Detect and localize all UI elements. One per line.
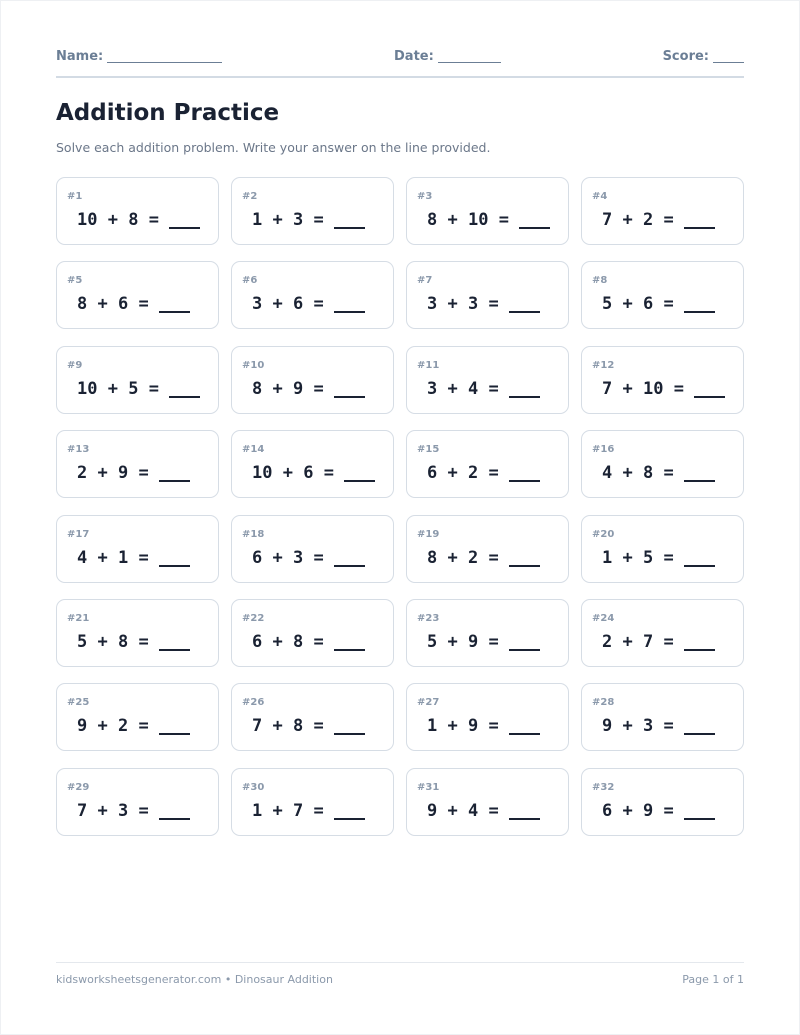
problem-number: #22: [242, 612, 265, 624]
date-blank-line[interactable]: [438, 49, 501, 63]
problem-number: #13: [67, 444, 90, 456]
addend-b: 3: [642, 716, 654, 737]
problem-card: [581, 346, 744, 414]
problem-number: #32: [592, 781, 615, 793]
problem-equation: 4 + 8 =: [602, 462, 715, 483]
problem-number: #28: [592, 697, 615, 709]
problem-number: #5: [67, 275, 83, 287]
addend-b: 2: [467, 463, 479, 484]
answer-line[interactable]: [684, 715, 715, 735]
addend-b: 7: [642, 631, 654, 652]
problem-card: [406, 683, 569, 751]
problem-equation: 3 + 6 =: [252, 293, 365, 314]
problem-card: [581, 430, 744, 498]
problem-card: [406, 177, 569, 245]
page-title: Addition Practice: [56, 100, 280, 126]
addend-b: 10: [642, 378, 664, 399]
problem-equation: 1 + 5 =: [602, 547, 715, 568]
addend-b: 8: [642, 463, 654, 484]
problem-card: [406, 768, 569, 836]
problem-equation: 10 + 8 =: [77, 209, 200, 230]
addend-a: 6: [252, 631, 263, 652]
addend-a: 3: [427, 378, 438, 399]
answer-line[interactable]: [509, 293, 540, 313]
problem-card: [56, 346, 219, 414]
problem-number: #7: [417, 275, 433, 287]
answer-line[interactable]: [159, 462, 190, 482]
problem-equation: 1 + 7 =: [252, 800, 365, 821]
problem-equation: 2 + 9 =: [77, 462, 190, 483]
problem-card: [406, 515, 569, 583]
problem-card: [56, 261, 219, 329]
problem-card: [56, 177, 219, 245]
addend-b: 8: [292, 716, 304, 737]
problem-equation: 5 + 8 =: [77, 631, 190, 652]
answer-line[interactable]: [334, 293, 365, 313]
worksheet-header: [56, 49, 744, 67]
answer-line[interactable]: [684, 547, 715, 567]
answer-line[interactable]: [159, 715, 190, 735]
problem-card: [406, 261, 569, 329]
score-blank-line[interactable]: [713, 49, 744, 63]
addend-a: 7: [602, 378, 613, 399]
problem-number: #18: [242, 528, 265, 540]
problem-number: #6: [242, 275, 258, 287]
addend-b: 10: [467, 210, 489, 230]
problem-number: #29: [67, 781, 90, 793]
problem-card: [406, 346, 569, 414]
answer-line[interactable]: [684, 631, 715, 651]
addend-a: 6: [602, 800, 613, 821]
answer-line[interactable]: [694, 378, 725, 398]
addend-a: 7: [252, 716, 263, 737]
problem-number: #20: [592, 528, 615, 540]
problem-card: [231, 346, 394, 414]
answer-line[interactable]: [509, 462, 540, 482]
addend-b: 8: [128, 210, 139, 230]
problem-number: #16: [592, 444, 615, 456]
answer-line[interactable]: [334, 631, 365, 651]
problem-number: #4: [592, 191, 608, 202]
addend-b: 2: [642, 210, 654, 230]
addend-b: 9: [467, 716, 479, 737]
problem-equation: 8 + 2 =: [427, 547, 540, 568]
problem-equation: 7 + 10 =: [602, 378, 725, 399]
problem-equation: 9 + 3 =: [602, 715, 715, 736]
problem-number: #1: [67, 191, 83, 202]
addend-a: 10: [252, 463, 273, 484]
answer-line[interactable]: [509, 378, 540, 398]
problem-equation: 6 + 8 =: [252, 631, 365, 652]
answer-line[interactable]: [684, 462, 715, 482]
addend-a: 8: [252, 378, 263, 399]
problem-number: #19: [417, 528, 440, 540]
addend-a: 6: [427, 463, 438, 484]
problem-equation: 10 + 5 =: [77, 378, 200, 399]
problem-card: [56, 683, 219, 751]
name-blank-line[interactable]: [107, 49, 222, 63]
addend-b: 8: [292, 631, 304, 652]
addend-a: 5: [77, 631, 88, 652]
addend-b: 5: [642, 547, 654, 568]
problem-card: [231, 430, 394, 498]
answer-line[interactable]: [159, 293, 190, 313]
answer-line[interactable]: [509, 547, 540, 567]
problem-card: [406, 599, 569, 667]
addend-a: 6: [252, 547, 263, 568]
problem-number: #15: [417, 444, 440, 456]
problem-card: [56, 515, 219, 583]
problem-card: [231, 515, 394, 583]
addend-b: 9: [292, 378, 304, 399]
problem-number: #10: [242, 359, 265, 371]
footer-site: kidsworksheetsgenerator.com • Dinosaur Addition: [56, 973, 333, 986]
addend-b: 3: [117, 800, 129, 821]
problem-equation: 8 + 10 =: [427, 209, 550, 230]
page-number: Page 1 of 1: [682, 973, 744, 986]
addend-b: 6: [642, 294, 654, 315]
score-label: Score:: [662, 49, 709, 64]
problem-number: #14: [242, 444, 265, 456]
answer-line[interactable]: [334, 209, 365, 229]
addend-a: 7: [77, 800, 88, 821]
addend-a: 2: [77, 463, 88, 484]
problem-number: #27: [417, 697, 440, 709]
answer-line[interactable]: [684, 293, 715, 313]
problem-number: #3: [417, 191, 433, 202]
problem-number: #2: [242, 191, 258, 202]
problem-equation: 3 + 3 =: [427, 293, 540, 314]
problem-card: [581, 515, 744, 583]
addend-b: 3: [467, 294, 479, 315]
addend-a: 1: [252, 800, 263, 821]
answer-line[interactable]: [159, 547, 190, 567]
problem-equation: 1 + 3 =: [252, 209, 365, 230]
problem-equation: 10 + 6 =: [252, 462, 375, 483]
problem-equation: 7 + 3 =: [77, 800, 190, 821]
problem-equation: 3 + 4 =: [427, 378, 540, 399]
addend-a: 4: [602, 463, 613, 484]
answer-line[interactable]: [684, 800, 715, 820]
addend-b: 3: [292, 547, 304, 568]
answer-line[interactable]: [169, 378, 200, 398]
problem-card: [56, 768, 219, 836]
problem-number: #31: [417, 781, 440, 793]
addend-b: 7: [292, 800, 304, 821]
addend-a: 9: [427, 800, 438, 821]
addend-a: 9: [77, 716, 88, 737]
problem-equation: 2 + 7 =: [602, 631, 715, 652]
addend-a: 3: [427, 294, 438, 315]
addend-a: 1: [427, 716, 438, 737]
answer-line[interactable]: [334, 378, 365, 398]
addend-a: 4: [77, 547, 88, 568]
addend-b: 6: [292, 294, 304, 315]
problem-number: #21: [67, 612, 90, 624]
addend-a: 10: [77, 210, 98, 230]
addend-b: 5: [128, 378, 139, 399]
answer-line[interactable]: [334, 547, 365, 567]
problem-number: #12: [592, 359, 615, 371]
problem-number: #30: [242, 781, 265, 793]
addend-a: 2: [602, 631, 613, 652]
problem-number: #8: [592, 275, 608, 287]
answer-line[interactable]: [344, 462, 375, 482]
addend-a: 9: [602, 716, 613, 737]
problem-equation: 8 + 9 =: [252, 378, 365, 399]
addend-b: 4: [467, 378, 479, 399]
problem-equation: 1 + 9 =: [427, 715, 540, 736]
problem-equation: 5 + 9 =: [427, 631, 540, 652]
addend-a: 3: [252, 294, 263, 315]
addend-b: 3: [292, 210, 304, 230]
problem-equation: 9 + 4 =: [427, 800, 540, 821]
problem-grid: [56, 177, 744, 836]
problem-number: #25: [67, 697, 90, 709]
date-label: Date:: [394, 49, 434, 64]
problem-card: [581, 177, 744, 245]
addend-a: 8: [77, 294, 88, 315]
answer-line[interactable]: [169, 209, 200, 229]
addend-b: 2: [467, 547, 479, 568]
problem-card: [231, 768, 394, 836]
addend-a: 5: [427, 631, 438, 652]
problem-equation: 4 + 1 =: [77, 547, 190, 568]
addend-b: 9: [467, 631, 479, 652]
problem-equation: 6 + 2 =: [427, 462, 540, 483]
problem-card: [231, 683, 394, 751]
addend-b: 8: [117, 631, 129, 652]
answer-line[interactable]: [159, 800, 190, 820]
problem-number: #24: [592, 612, 615, 624]
answer-line[interactable]: [509, 715, 540, 735]
answer-line[interactable]: [519, 209, 550, 229]
addend-b: 6: [117, 294, 129, 315]
problem-card: [231, 599, 394, 667]
answer-line[interactable]: [509, 800, 540, 820]
problem-card: [581, 599, 744, 667]
problem-number: #23: [417, 612, 440, 624]
addend-a: 10: [77, 378, 98, 399]
addend-a: 5: [602, 294, 613, 315]
footer-divider: [56, 962, 744, 963]
problem-card: [56, 599, 219, 667]
problem-equation: 7 + 8 =: [252, 715, 365, 736]
name-label: Name:: [56, 49, 104, 64]
addend-a: 7: [602, 210, 613, 230]
problem-number: #26: [242, 697, 265, 709]
problem-equation: 6 + 9 =: [602, 800, 715, 821]
problem-card: [231, 177, 394, 245]
addend-b: 1: [117, 547, 129, 568]
problem-number: #11: [417, 359, 440, 371]
problem-card: [581, 683, 744, 751]
problem-number: #17: [67, 528, 90, 540]
addend-b: 9: [117, 463, 129, 484]
instructions: Solve each addition problem. Write your answer on the line provided.: [56, 140, 491, 155]
answer-line[interactable]: [334, 800, 365, 820]
problem-card: [581, 261, 744, 329]
problem-equation: 7 + 2 =: [602, 209, 715, 230]
answer-line[interactable]: [509, 631, 540, 651]
problem-card: [231, 261, 394, 329]
addend-b: 4: [467, 800, 479, 821]
problem-equation: 6 + 3 =: [252, 547, 365, 568]
name-field: [56, 49, 222, 64]
problem-equation: 5 + 6 =: [602, 293, 715, 314]
header-divider: [56, 76, 744, 78]
problem-card: [581, 768, 744, 836]
addend-b: 9: [642, 800, 654, 821]
score-field: [663, 49, 744, 64]
answer-line[interactable]: [334, 715, 365, 735]
problem-equation: 8 + 6 =: [77, 293, 190, 314]
problem-equation: 9 + 2 =: [77, 715, 190, 736]
problem-card: [406, 430, 569, 498]
answer-line[interactable]: [684, 209, 715, 229]
date-field: [394, 49, 501, 64]
problem-card: [56, 430, 219, 498]
addend-a: 1: [252, 210, 263, 230]
problem-number: #9: [67, 359, 83, 371]
addend-a: 8: [427, 210, 438, 230]
answer-line[interactable]: [159, 631, 190, 651]
addend-a: 8: [427, 547, 438, 568]
addend-b: 6: [303, 463, 314, 484]
addend-a: 1: [602, 547, 613, 568]
addend-b: 2: [117, 716, 129, 737]
